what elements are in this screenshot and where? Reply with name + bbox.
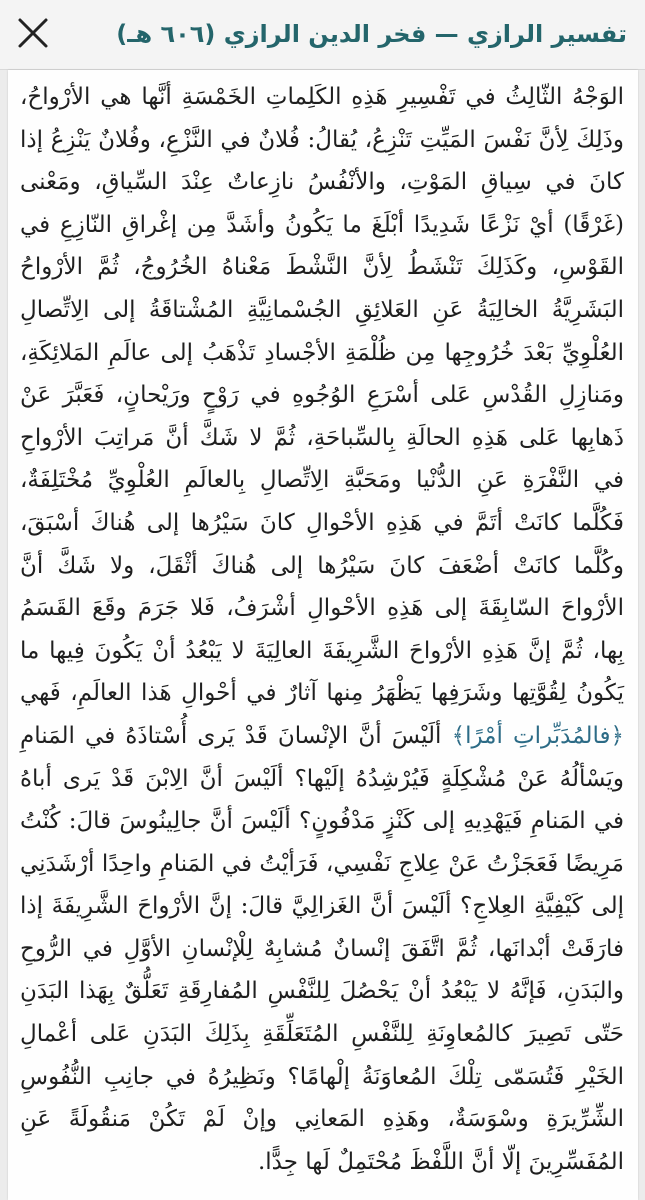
- paragraph-text-end: ألَيْسَ أنَّ الإنْسانَ قَدْ يَرى أُسْتاذَهُ في المَنامِ ويَسْألُهُ عَنْ مُشْكِلَةٍ فَيُرْشِدُهُ إلَيْها؟ ألَيْسَ أنَّ الِابْنَ قَدْ يَرى أباهُ في المَنامِ فَيَهْدِيهِ إلى كَنْزٍ مَدْفُونٍ؟ ألَيْسَ أنَّ جالِينُوسَ قالَ: كُنْتُ مَرِيضًا فَعَجَزْتُ عَنْ عِلاجِ نَفْسِي، فَرَأيْتُ في المَنامِ واحِدًا أرْشَدَنِي إلى كَيْفِيَّةِ العِلاجِ؟ ألَيْسَ أنَّ الغَزالِيَّ قالَ: إنَّ الأرْواحَ الشَّرِيفَةَ إذا فارَقَتْ أبْدانَها، ثُمَّ اتَّفَقَ إنْسانٌ مُشابِهٌ لِلْإنْسانِ الأوَّلِ في الرُّوحِ والبَدَنِ، فَإنَّهُ لا يَبْعُدُ أنْ يَحْصُلَ لِلنَّفْسِ المُفارِقَةِ تَعَلُّقٌ بِهَذا البَدَنِ حَتّى تَصِيرَ كالمُعاوِنَةِ لِلنَّفْسِ المُتَعَلِّقَةِ بِذَلِكَ البَدَنِ عَلى أعْمالِ الخَيْرِ فَتُسَمّى تِلْكَ المُعاوَنَةُ إلْهامًا؟ ونَظِيرُهُ في جانِبِ النُّفُوسِ الشِّرِّيرَةِ وسْوَسَةٌ، وهَذِهِ المَعانِي وإنْ لَمْ تَكُنْ مَنقُولَةً عَنِ المُفَسِّرِينَ إلّا أنَّ اللَّفْظَ مُحْتَمِلٌ لَها جِدًّا.: [20, 722, 624, 1175]
- paragraph-text-start: الوَجْهُ الثّالِثُ في تَفْسِيرِ هَذِهِ الكَلِماتِ الخَمْسَةِ أنَّها هي الأرْواحُ، وذَلِكَ لِأنَّ نَفْسَ المَيِّتِ تَنْزِعُ، يُقالُ: فُلانٌ في النَّزْعِ، وفُلانٌ يَنْزِعُ إذا كانَ في سِياقِ المَوْتِ، والأنْفُسُ نازِعاتٌ عِنْدَ السِّياقِ، ومَعْنى (غَرْقًا) أيْ نَزْعًا شَدِيدًا أبْلَغَ ما يَكُونُ وأشَدَّ مِن إغْراقِ النّازِعِ في القَوْسِ، وكَذَلِكَ تَنْشَطُ لِأنَّ النَّشْطَ مَعْناهُ الخُرُوجُ، ثُمَّ الأرْواحُ البَشَرِيَّةُ الخالِيَةُ عَنِ العَلائِقِ الجُسْمانِيَّةِ المُشْتاقَةُ إلى الِاتِّصالِ العُلْوِيِّ بَعْدَ خُرُوجِها مِن ظُلْمَةِ الأجْسادِ تَذْهَبُ إلى عالَمِ المَلائِكَةِ، ومَنازِلِ القُدْسِ عَلى أسْرَعِ الوُجُوهِ في رَوْحٍ ورَيْحانٍ، فَعَبَّرَ عَنْ ذَهابِها عَلى هَذِهِ الحالَةِ بِالسِّباحَةِ، ثُمَّ لا شَكَّ أنَّ مَراتِبَ الأرْواحِ في النَّفْرَةِ عَنِ الدُّنْيا ومَحَبَّةِ الِاتِّصالِ بِالعالَمِ العُلْوِيِّ مُخْتَلِفَةٌ، فَكُلَّما كانَتْ أتَمَّ في هَذِهِ الأحْوالِ كانَ سَيْرُها إلى هُناكَ أسْبَقَ، وكُلَّما كانَتْ أضْعَفَ كانَ سَيْرُها إلى هُناكَ أثْقَلَ، ولا شَكَّ أنَّ الأرْواحَ السّابِقَةَ إلى هَذِهِ الأحْوالِ أشْرَفُ، فَلا جَرَمَ وقَعَ القَسَمُ بِها، ثُمَّ إنَّ هَذِهِ الأرْواحَ الشَّرِيفَةَ العالِيَةَ لا يَبْعُدُ أنْ يَكُونَ فِيها ما يَكُونُ لِقُوَّتِها وشَرَفِها يَظْهَرُ مِنها آثارٌ في أحْوالِ هَذا العالَمِ، فَهي: [20, 84, 624, 707]
- book-title: تفسير الرازي — فخر الدين الرازي (٦٠٦ هـ): [116, 20, 627, 48]
- quran-verse-link[interactable]: ﴿فالمُدَبِّراتِ أمْرًا﴾: [451, 722, 625, 749]
- tafsir-paragraph: [20, 76, 624, 1183]
- close-button[interactable]: [14, 14, 52, 52]
- text-page: [8, 70, 638, 1200]
- close-icon: [14, 14, 52, 52]
- top-bar: [0, 0, 645, 70]
